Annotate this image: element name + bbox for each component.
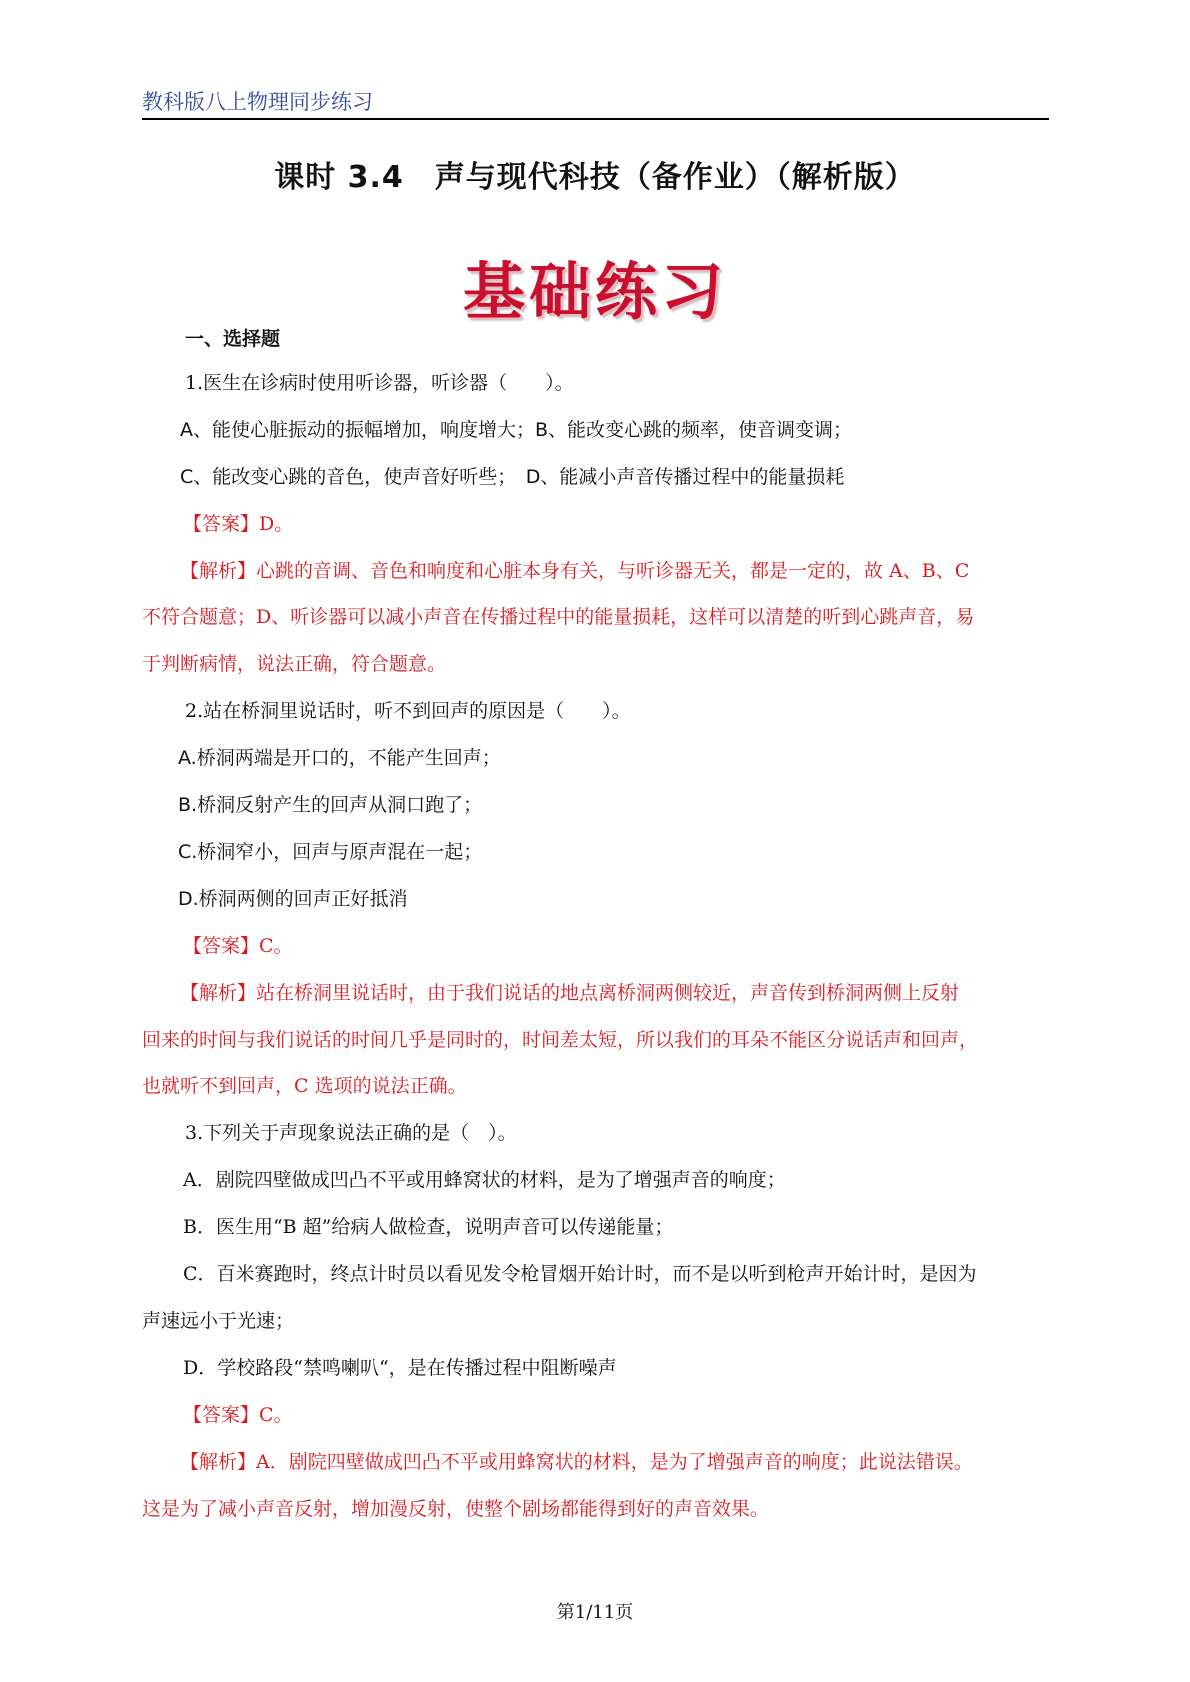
q3-option-c-line-1: C．百米赛跑时，终点计时员以看见发令枪冒烟开始计时，而不是以听到枪声开始计时，是因为: [183, 1263, 977, 1285]
q1-analysis-line-1: 【解析】心跳的音调、音色和响度和心脏本身有关，与听诊器无关，都是一定的，故 A、B、C: [180, 560, 970, 582]
q3-option-c-line-2: 声速远小于光速；: [142, 1310, 295, 1332]
q1-stem: 1.医生在诊病时使用听诊器，听诊器（ ）。: [185, 372, 574, 394]
q3-stem: 3.下列关于声现象说法正确的是（ ）。: [185, 1122, 517, 1144]
q2-option-c: C.桥洞窄小，回声与原声混在一起；: [178, 841, 483, 863]
q3-option-b: B．医生用“B 超”给病人做检查，说明声音可以传递能量；: [183, 1216, 674, 1238]
q2-analysis-line-1: 【解析】站在桥洞里说话时，由于我们说话的地点离桥洞两侧较近，声音传到桥洞两侧上反射: [180, 982, 960, 1004]
q2-option-a: A.桥洞两端是开口的，不能产生回声；: [178, 747, 501, 769]
q3-option-a: A．剧院四壁做成凹凸不平或用蜂窝状的材料，是为了增强声音的响度；: [183, 1169, 786, 1191]
section-heading: 一、选择题: [185, 328, 281, 350]
q2-answer: 【答案】C。: [183, 935, 293, 957]
q2-option-d: D.桥洞两侧的回声正好抵消: [178, 888, 408, 910]
section-banner: 基础练习: [462, 255, 727, 328]
page-title: 课时 3.4 声与现代科技（备作业）（解析版）: [274, 160, 916, 195]
q3-analysis-line-2: 这是为了减小声音反射，增加漫反射，使整个剧场都能得到好的声音效果。: [142, 1498, 770, 1520]
q1-options-ab: A、能使心脏振动的振幅增加，响度增大；B、能改变心跳的频率，使音调变调；: [180, 419, 853, 441]
q3-analysis-line-1: 【解析】A．剧院四壁做成凹凸不平或用蜂窝状的材料，是为了增强声音的响度；此说法错误。: [180, 1451, 973, 1473]
q2-analysis-line-3: 也就听不到回声，C 选项的说法正确。: [142, 1075, 467, 1097]
running-header: [142, 84, 1049, 120]
header-text: 教科版八上物理同步练习: [142, 90, 373, 114]
q1-analysis-line-2: 不符合题意；D、听诊器可以减小声音在传播过程中的能量损耗，这样可以清楚的听到心跳声音，易: [142, 606, 975, 628]
q1-analysis-line-3: 于判断病情，说法正确，符合题意。: [142, 653, 447, 675]
q2-option-b: B.桥洞反射产生的回声从洞口跑了；: [178, 794, 483, 816]
page-number: 第1/11页: [556, 1602, 634, 1623]
q2-analysis-line-2: 回来的时间与我们说话的时间几乎是同时的，时间差太短，所以我们的耳朵不能区分说话声和回声，: [142, 1029, 979, 1051]
q1-options-cd: C、能改变心跳的音色，使声音好听些； D、能减小声音传播过程中的能量损耗: [180, 466, 845, 488]
q1-answer: 【答案】D。: [183, 513, 294, 535]
q3-option-d: D．学校路段“禁鸣喇叭“，是在传播过程中阻断噪声: [183, 1357, 617, 1379]
q2-stem: 2.站在桥洞里说话时，听不到回声的原因是（ ）。: [185, 700, 631, 722]
q3-answer: 【答案】C。: [183, 1404, 293, 1426]
